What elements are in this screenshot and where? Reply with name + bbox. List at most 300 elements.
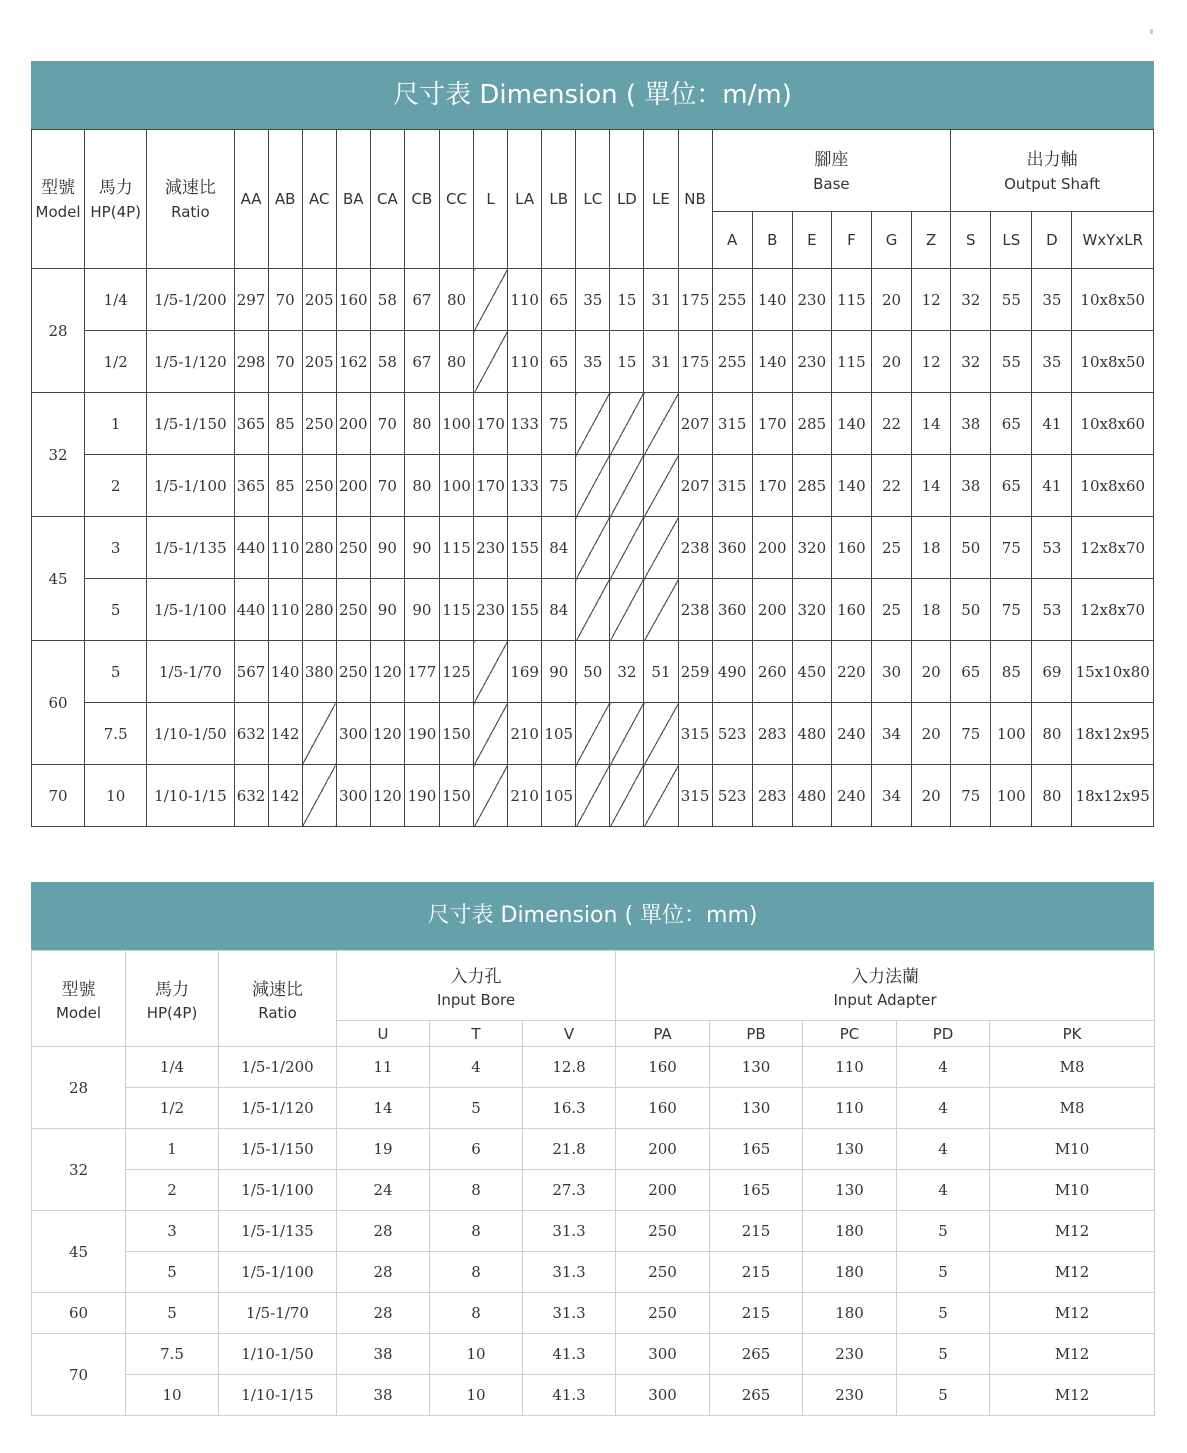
data-cell: 20 [871,331,911,393]
data-cell: 125 [439,641,473,703]
data-cell: 200 [616,1170,710,1211]
data-cell: M12 [990,1211,1155,1252]
data-cell: 230 [792,269,831,331]
data-cell: 567 [234,641,268,703]
empty-cell [474,641,508,703]
data-cell: 155 [508,579,542,641]
data-cell: 380 [302,641,336,703]
col-base: F [831,212,871,269]
data-cell: 230 [803,1375,897,1416]
data-cell: 25 [871,579,911,641]
data-cell: 6 [430,1129,523,1170]
table-row [32,1293,1155,1334]
data-cell: 12x8x70 [1072,517,1154,579]
data-cell: 50 [576,641,610,703]
col-adapter: PB [710,1021,803,1047]
data-cell: 1/5-1/100 [147,579,234,641]
data-cell: 220 [831,641,871,703]
data-cell: 20 [912,703,951,765]
col-adapter: PC [803,1021,897,1047]
data-cell: 100 [991,765,1032,827]
data-cell: M8 [990,1047,1155,1088]
table-row [32,269,1154,331]
empty-cell [302,765,336,827]
data-cell: 265 [710,1375,803,1416]
data-cell: 480 [792,703,831,765]
data-cell: 20 [912,641,951,703]
data-cell: 35 [1032,269,1072,331]
data-cell: 28 [337,1293,430,1334]
model-cell: 45 [32,1211,126,1293]
data-cell: 19 [337,1129,430,1170]
empty-cell [610,455,644,517]
data-cell: 240 [831,703,871,765]
table-row [32,1170,1155,1211]
data-cell: 70 [370,393,404,455]
data-cell: 18 [912,579,951,641]
data-cell: 90 [404,579,439,641]
empty-cell [576,703,610,765]
data-cell: 1/5-1/200 [219,1047,337,1088]
data-cell: 130 [710,1047,803,1088]
empty-cell [610,517,644,579]
data-cell: 100 [439,393,473,455]
data-cell: 55 [991,269,1032,331]
table-row [32,517,1154,579]
data-cell: 4 [897,1088,990,1129]
data-cell: 10 [126,1375,219,1416]
data-cell: 15 [610,269,644,331]
table1-title: 尺寸表 Dimension ( 單位：m/m) [31,61,1154,129]
empty-cell [644,703,678,765]
model-cell: 45 [32,517,85,641]
data-cell: 1/5-1/135 [147,517,234,579]
table2-title: 尺寸表 Dimension ( 單位：mm) [31,882,1154,950]
data-cell: 21.8 [523,1129,616,1170]
data-cell: 41.3 [523,1375,616,1416]
data-cell: 69 [1032,641,1072,703]
empty-cell [474,331,508,393]
data-cell: 4 [897,1170,990,1211]
col-adapter: PK [990,1021,1155,1047]
data-cell: 162 [336,331,370,393]
data-cell: 11 [337,1047,430,1088]
data-cell: 1/4 [126,1047,219,1088]
data-cell: 32 [610,641,644,703]
data-cell: 2 [85,455,147,517]
data-cell: 259 [678,641,712,703]
empty-cell [474,765,508,827]
data-cell: 315 [712,393,752,455]
data-cell: 5 [897,1252,990,1293]
empty-cell [610,579,644,641]
data-cell: 285 [792,393,831,455]
data-cell: 215 [710,1211,803,1252]
data-cell: 230 [803,1334,897,1375]
data-cell: 1 [85,393,147,455]
data-cell: 130 [803,1129,897,1170]
data-cell: 4 [897,1047,990,1088]
data-cell: 360 [712,579,752,641]
table-row [32,1047,1155,1088]
col-ratio: 減速比 Ratio [147,130,234,269]
col-shaft: WxYxLR [1072,212,1154,269]
empty-cell [644,393,678,455]
col-dim: L [474,130,508,269]
data-cell: 180 [803,1293,897,1334]
data-cell: 1/5-1/200 [147,269,234,331]
data-cell: M10 [990,1170,1155,1211]
data-cell: 34 [871,703,911,765]
col-group-input-adapter: 入力法蘭 Input Adapter [616,951,1155,1021]
data-cell: 75 [951,703,991,765]
data-cell: 169 [508,641,542,703]
data-cell: 170 [752,455,792,517]
data-cell: 5 [897,1334,990,1375]
table-row [32,703,1154,765]
data-cell: 300 [616,1375,710,1416]
data-cell: 200 [752,579,792,641]
corner-mark [1150,29,1153,34]
col-bore: T [430,1021,523,1047]
data-cell: 523 [712,703,752,765]
data-cell: 250 [336,641,370,703]
data-cell: 1/10-1/15 [219,1375,337,1416]
data-cell: 365 [234,455,268,517]
empty-cell [610,703,644,765]
empty-cell [610,765,644,827]
table-row [32,455,1154,517]
data-cell: 53 [1032,579,1072,641]
data-cell: 1/5-1/150 [147,393,234,455]
col-base: E [792,212,831,269]
col-model: 型號 Model [32,130,85,269]
data-cell: 115 [831,269,871,331]
data-cell: 70 [268,269,302,331]
model-cell: 60 [32,641,85,765]
data-cell: 10 [430,1375,523,1416]
data-cell: 1/10-1/50 [147,703,234,765]
data-cell: 1 [126,1129,219,1170]
data-cell: 80 [1032,703,1072,765]
empty-cell [302,703,336,765]
data-cell: 190 [404,703,439,765]
data-cell: M12 [990,1293,1155,1334]
data-cell: 84 [542,517,576,579]
col-dim: LA [508,130,542,269]
data-cell: 110 [803,1047,897,1088]
data-cell: 177 [404,641,439,703]
data-cell: 8 [430,1211,523,1252]
data-cell: 170 [474,393,508,455]
col-dim: CC [439,130,473,269]
data-cell: 180 [803,1252,897,1293]
data-cell: M8 [990,1088,1155,1129]
empty-cell [576,455,610,517]
data-cell: 250 [302,393,336,455]
model-cell: 28 [32,269,85,393]
data-cell: 31.3 [523,1211,616,1252]
data-cell: M12 [990,1252,1155,1293]
data-cell: 8 [430,1293,523,1334]
data-cell: 298 [234,331,268,393]
data-cell: 632 [234,765,268,827]
data-cell: 140 [831,393,871,455]
data-cell: 100 [991,703,1032,765]
data-cell: 280 [302,579,336,641]
data-cell: 32 [951,331,991,393]
data-cell: 35 [1032,331,1072,393]
data-cell: 31.3 [523,1293,616,1334]
data-cell: 80 [439,269,473,331]
data-cell: 230 [474,579,508,641]
table-row [32,1088,1155,1129]
data-cell: 1/5-1/70 [219,1293,337,1334]
data-cell: 3 [85,517,147,579]
data-cell: 38 [951,455,991,517]
data-cell: 41 [1032,393,1072,455]
data-cell: 632 [234,703,268,765]
data-cell: 250 [302,455,336,517]
empty-cell [644,517,678,579]
data-cell: 32 [951,269,991,331]
data-cell: 5 [85,641,147,703]
data-cell: 28 [337,1252,430,1293]
data-cell: 205 [302,269,336,331]
data-cell: 283 [752,765,792,827]
empty-cell [644,579,678,641]
data-cell: 130 [710,1088,803,1129]
data-cell: 283 [752,703,792,765]
data-cell: 10x8x50 [1072,331,1154,393]
col-ratio: 減速比 Ratio [219,951,337,1047]
data-cell: 238 [678,517,712,579]
data-cell: 51 [644,641,678,703]
table-row [32,393,1154,455]
data-cell: 250 [336,517,370,579]
data-cell: 215 [710,1293,803,1334]
data-cell: 10 [430,1334,523,1375]
data-cell: 115 [439,517,473,579]
data-cell: 365 [234,393,268,455]
data-cell: 170 [474,455,508,517]
data-cell: 31 [644,269,678,331]
data-cell: 110 [508,269,542,331]
col-base: Z [912,212,951,269]
data-cell: 100 [439,455,473,517]
data-cell: 90 [370,517,404,579]
col-base: A [712,212,752,269]
table-row [32,1252,1155,1293]
data-cell: 160 [616,1088,710,1129]
data-cell: 65 [542,269,576,331]
empty-cell [474,703,508,765]
data-cell: 230 [474,517,508,579]
data-cell: 85 [268,393,302,455]
col-dim: CB [404,130,439,269]
data-cell: M12 [990,1334,1155,1375]
data-cell: 360 [712,517,752,579]
data-cell: 200 [616,1129,710,1170]
empty-cell [644,455,678,517]
data-cell: 16.3 [523,1088,616,1129]
data-cell: 250 [616,1293,710,1334]
col-group-base: 腳座 Base [712,130,951,212]
data-cell: 490 [712,641,752,703]
table-row [32,579,1154,641]
model-cell: 70 [32,1334,126,1416]
data-cell: 14 [912,393,951,455]
data-cell: 38 [337,1375,430,1416]
data-cell: 155 [508,517,542,579]
col-dim: AA [234,130,268,269]
data-cell: 160 [336,269,370,331]
table-row [32,1211,1155,1252]
data-cell: 1/10-1/50 [219,1334,337,1375]
data-cell: 12 [912,331,951,393]
data-cell: 20 [871,269,911,331]
data-cell: 34 [871,765,911,827]
table-row [32,765,1154,827]
data-cell: 2 [126,1170,219,1211]
dimension-table-1 [31,61,1154,827]
empty-cell [576,579,610,641]
col-bore: V [523,1021,616,1047]
data-cell: 84 [542,579,576,641]
data-cell: 142 [268,765,302,827]
data-cell: 315 [678,703,712,765]
data-cell: 53 [1032,517,1072,579]
data-cell: 200 [336,393,370,455]
data-cell: 255 [712,331,752,393]
data-cell: 85 [268,455,302,517]
col-hp: 馬力 HP(4P) [126,951,219,1047]
data-cell: 250 [336,579,370,641]
data-cell: 280 [302,517,336,579]
data-cell: 115 [831,331,871,393]
data-cell: 207 [678,455,712,517]
data-cell: 58 [370,331,404,393]
data-cell: 41 [1032,455,1072,517]
data-cell: 12x8x70 [1072,579,1154,641]
data-cell: 1/5-1/120 [219,1088,337,1129]
data-cell: 35 [576,331,610,393]
data-cell: 110 [268,517,302,579]
data-cell: 238 [678,579,712,641]
col-dim: BA [336,130,370,269]
data-cell: 150 [439,765,473,827]
data-cell: 65 [991,455,1032,517]
col-base: G [871,212,911,269]
data-cell: 75 [991,517,1032,579]
model-cell: 60 [32,1293,126,1334]
data-cell: 12.8 [523,1047,616,1088]
data-cell: 75 [951,765,991,827]
data-cell: 50 [951,517,991,579]
col-dim: CA [370,130,404,269]
data-cell: 1/5-1/135 [219,1211,337,1252]
table-row [32,641,1154,703]
data-cell: 20 [912,765,951,827]
table2-grid [31,950,1155,1416]
data-cell: 165 [710,1129,803,1170]
data-cell: 440 [234,517,268,579]
data-cell: 320 [792,579,831,641]
data-cell: 10x8x60 [1072,455,1154,517]
table-row [32,1334,1155,1375]
data-cell: 38 [337,1334,430,1375]
data-cell: 28 [337,1211,430,1252]
data-cell: 142 [268,703,302,765]
empty-cell [576,765,610,827]
data-cell: 260 [752,641,792,703]
data-cell: 18 [912,517,951,579]
data-cell: 5 [85,579,147,641]
data-cell: 31.3 [523,1252,616,1293]
data-cell: 80 [439,331,473,393]
table-row [32,1129,1155,1170]
col-dim: LC [576,130,610,269]
data-cell: 105 [542,703,576,765]
model-cell: 32 [32,1129,126,1211]
data-cell: 75 [542,455,576,517]
data-cell: 300 [616,1334,710,1375]
data-cell: M12 [990,1375,1155,1416]
data-cell: 1/5-1/100 [147,455,234,517]
table-row [32,1375,1155,1416]
model-cell: 28 [32,1047,126,1129]
data-cell: 10x8x50 [1072,269,1154,331]
data-cell: 297 [234,269,268,331]
data-cell: 1/5-1/100 [219,1252,337,1293]
empty-cell [644,765,678,827]
data-cell: 67 [404,269,439,331]
data-cell: 140 [752,331,792,393]
data-cell: 80 [404,393,439,455]
data-cell: 7.5 [126,1334,219,1375]
data-cell: 250 [616,1252,710,1293]
data-cell: 215 [710,1252,803,1293]
data-cell: 523 [712,765,752,827]
data-cell: 1/5-1/100 [219,1170,337,1211]
data-cell: 205 [302,331,336,393]
data-cell: 15x10x80 [1072,641,1154,703]
data-cell: 1/5-1/150 [219,1129,337,1170]
data-cell: 5 [126,1293,219,1334]
col-dim: NB [678,130,712,269]
data-cell: 1/2 [126,1088,219,1129]
data-cell: 18x12x95 [1072,703,1154,765]
data-cell: 12 [912,269,951,331]
data-cell: 90 [370,579,404,641]
data-cell: 27.3 [523,1170,616,1211]
data-cell: 14 [912,455,951,517]
data-cell: 180 [803,1211,897,1252]
data-cell: 65 [991,393,1032,455]
data-cell: 285 [792,455,831,517]
data-cell: 55 [991,331,1032,393]
data-cell: 5 [430,1088,523,1129]
data-cell: 10 [85,765,147,827]
dimension-table-2 [31,882,1154,1416]
data-cell: 38 [951,393,991,455]
data-cell: 105 [542,765,576,827]
data-cell: 207 [678,393,712,455]
data-cell: 170 [752,393,792,455]
data-cell: 150 [439,703,473,765]
data-cell: 140 [268,641,302,703]
data-cell: 160 [831,517,871,579]
